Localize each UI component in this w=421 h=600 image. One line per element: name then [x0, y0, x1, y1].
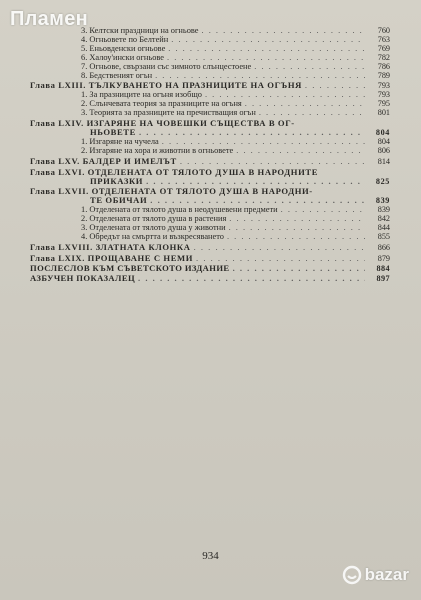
dot-leader [254, 63, 365, 72]
toc-entry-title: 3. Отделената от тялото душа у животни [81, 223, 226, 233]
dot-leader [259, 109, 365, 118]
toc-entry [30, 187, 390, 196]
toc-entry-title: ТЕ ОБИЧАИ [90, 195, 148, 206]
toc-entry [30, 157, 390, 167]
toc-entry-page: 879 [377, 253, 390, 263]
toc-entry-page: 804 [377, 136, 390, 146]
toc-entry-title: 5. Еньовденски огньове [81, 43, 166, 53]
toc-entry [30, 243, 390, 253]
toc-entry-title: 3. Теорията за празниците на пречистващия огън [81, 108, 256, 118]
dot-leader [281, 206, 365, 215]
toc-entry [30, 109, 390, 118]
dot-leader [245, 100, 365, 109]
dot-leader [150, 196, 365, 205]
toc-entry-page: 884 [376, 263, 390, 273]
toc-entry-title: 1. Отделената от тялото душа в неодушевени предмети [81, 205, 278, 215]
toc-entry-title: Глава LXIV. ИЗГАРЯНЕ НА ЧОВЕШКИ СЪЩЕСТВА В ОГ- [30, 118, 295, 129]
toc-entry-title: 1. За празниците на огъня изобщо [81, 90, 202, 100]
toc-entry-page: 769 [377, 43, 390, 53]
toc-entry-page: 844 [377, 223, 390, 233]
toc-entry-title: 2. Слънчевата теория за празниците на огъня [81, 99, 242, 109]
dot-leader [155, 72, 365, 81]
toc-entry-title: ПРИКАЗКИ [90, 175, 144, 186]
toc-entry-title: 4. Огньовете по Белтейн [81, 34, 169, 44]
dot-leader [196, 254, 365, 263]
bazar-logo [342, 565, 409, 585]
dot-leader [138, 274, 365, 283]
toc-entry-page: 866 [377, 242, 390, 252]
toc-entry-page: 804 [375, 127, 390, 137]
smile-icon [342, 565, 362, 585]
toc-entry-title: 2. Отделената от тялото душа в растения [81, 214, 227, 224]
toc-entry-title: АЗБУЧЕН ПОКАЗАЛЕЦ [30, 272, 136, 283]
toc-entry-page: 782 [377, 52, 390, 62]
toc-entry-title: 8. Бедственият огън [81, 70, 153, 80]
toc-entry-page: 897 [376, 273, 390, 283]
toc-entry-title: Глава LXIII. ТЪЛКУВАНЕТО НА ПРАЗНИЦИТЕ НА ОГЪНЯ [30, 80, 302, 91]
toc-entry-page: 786 [377, 61, 390, 71]
toc-entry-page: 760 [377, 26, 390, 35]
dot-leader [236, 147, 365, 156]
toc-entry [30, 274, 390, 284]
toc-entry-title: НЬОВЕТЕ [90, 126, 136, 137]
dot-leader [305, 81, 365, 90]
dot-leader [139, 128, 365, 137]
toc-entry [30, 119, 390, 128]
toc-entry-title: Глава LXIX. ПРОЩАВАНЕ С НЕМИ [30, 252, 194, 263]
toc-entry-title: 3. Келтски праздници на огньове [81, 26, 199, 35]
dot-leader [194, 243, 365, 252]
toc-entry-title: ПОСЛЕСЛОВ КЪМ СЪВЕТСКОТО ИЗДАНИЕ [30, 262, 230, 273]
toc-entry [30, 147, 390, 156]
toc-entry [30, 72, 390, 81]
table-of-contents [30, 27, 390, 283]
toc-entry-title: Глава LXVII. ОТДЕЛЕНАТА ОТ ТЯЛОТО ДУША В НАРОДНИ- [30, 186, 313, 197]
toc-entry-page: 795 [377, 99, 390, 109]
dot-leader [233, 264, 365, 273]
toc-entry [30, 233, 390, 242]
dot-leader [227, 233, 365, 242]
toc-entry-page: 789 [377, 70, 390, 80]
toc-entry-page: 855 [377, 231, 390, 241]
toc-entry-page: 842 [377, 214, 390, 224]
dot-leader [229, 224, 365, 233]
dot-leader [146, 177, 365, 186]
toc-entry-title: Глава LXVI. ОТДЕЛЕНАТА ОТ ТЯЛОТО ДУША В НАРОДНИТЕ [30, 166, 319, 177]
logo-text: bazar [364, 565, 409, 584]
toc-entry-page: 763 [377, 34, 390, 44]
page-number: 934 [202, 550, 219, 562]
dot-leader [168, 45, 365, 54]
toc-entry-title: Глава LXVIII. ЗЛАТНАТА КЛОНКА [30, 241, 191, 252]
toc-entry-title: 1. Изгаряне на чучела [81, 136, 159, 146]
toc-entry [30, 168, 390, 177]
dot-leader [171, 36, 365, 45]
dot-leader [180, 157, 365, 166]
watermark: Пламен [10, 8, 89, 30]
toc-entry-title: 7. Огньове, свързани със зимното слънцестоене [81, 61, 252, 71]
toc-entry-page: 801 [377, 108, 390, 118]
toc-entry-page: 814 [377, 156, 390, 166]
toc-entry-page: 793 [377, 90, 390, 100]
toc-entry-title: Глава LXV. БАЛДЕР И ИМЕЛЪТ [30, 155, 177, 166]
toc-entry-page: 806 [377, 145, 390, 155]
toc-entry-title: 4. Обредът на смъртта и възкресяването [81, 231, 224, 241]
toc-entry-page: 825 [375, 176, 390, 186]
toc-entry-page: 839 [377, 205, 390, 215]
toc-entry-page: 793 [377, 81, 390, 91]
dot-leader [202, 27, 365, 36]
toc-entry-title: 2. Изгаряне на хора и животни в огньовете [81, 145, 234, 155]
toc-entry-page: 839 [375, 196, 390, 206]
toc-entry [30, 177, 390, 187]
toc-entry-title: 6. Халоу'ински огньове [81, 52, 165, 62]
dot-leader [229, 215, 365, 224]
